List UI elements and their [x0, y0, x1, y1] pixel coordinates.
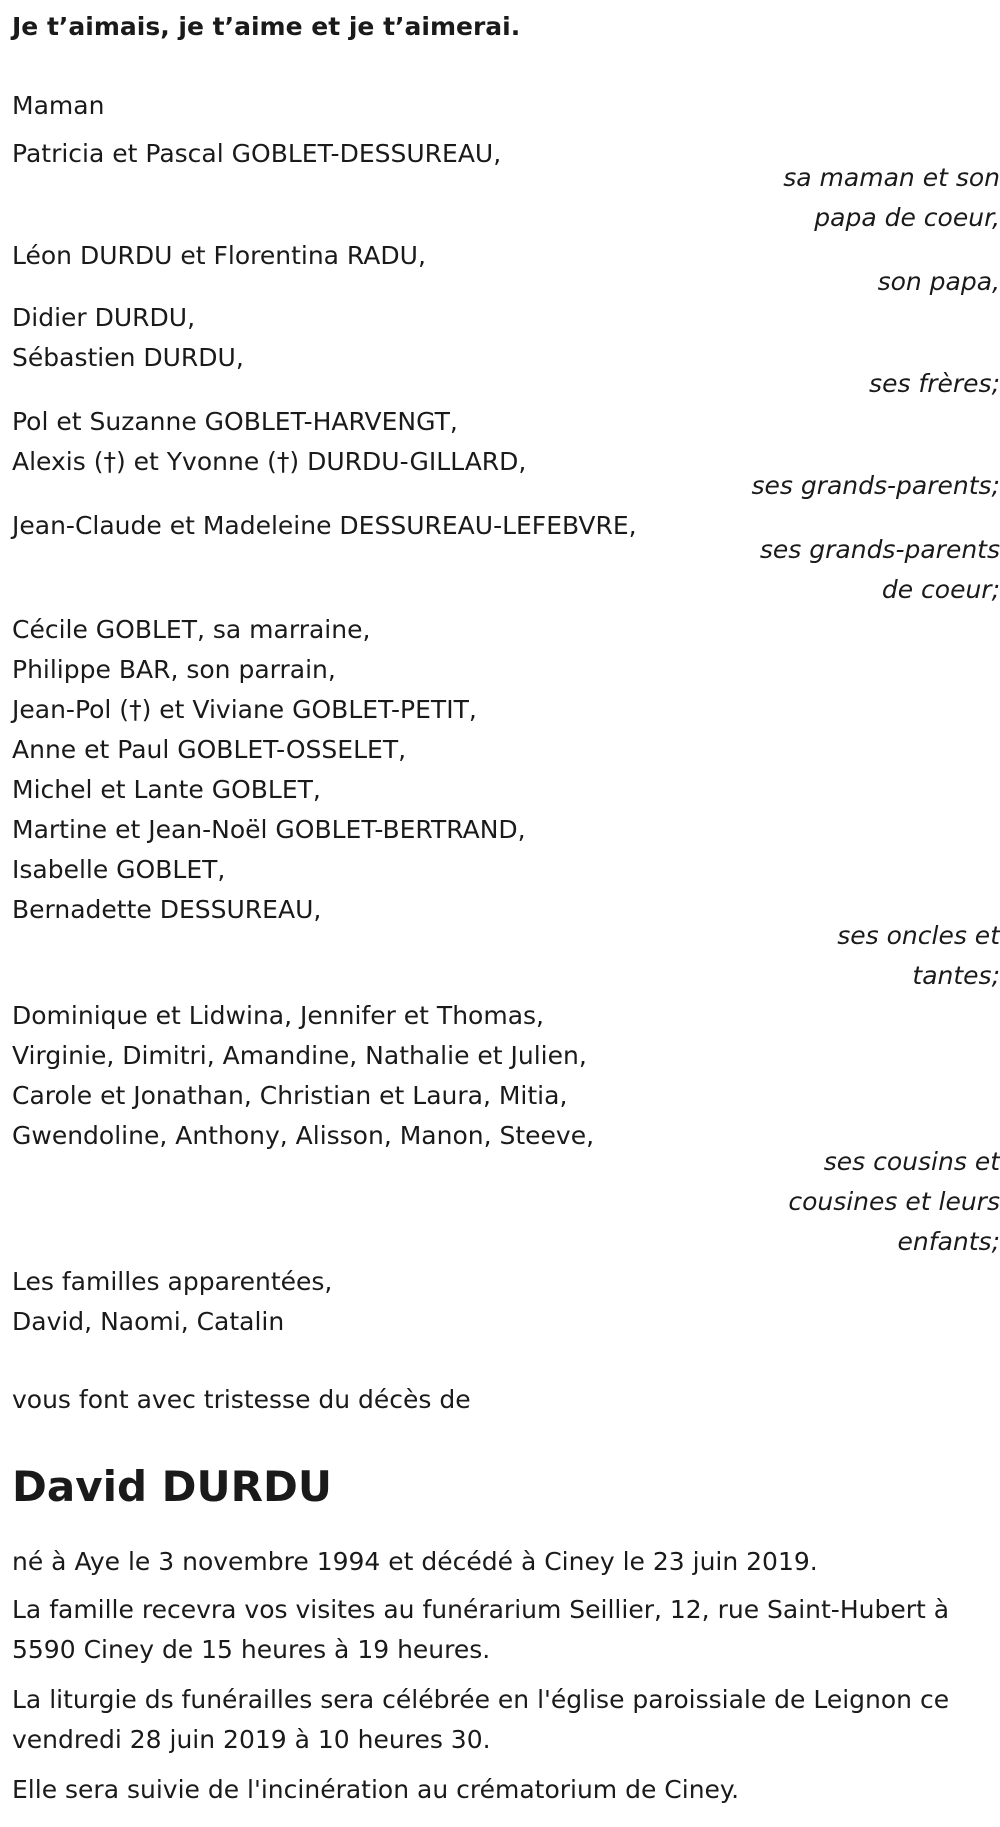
epigraph: Je t’aimais, je t’aime et je t’aimerai.	[12, 12, 521, 41]
family-line-anne: Anne et Paul GOBLET-OSSELET,	[12, 735, 407, 764]
family-line-sebastien: Sébastien DURDU,	[12, 343, 244, 372]
family-line-maman: Maman	[12, 91, 105, 120]
family-line-familles: Les familles apparentées,	[12, 1267, 333, 1296]
family-line-martine: Martine et Jean-Noël GOBLET-BERTRAND,	[12, 815, 526, 844]
relation-text: ses cousins et	[823, 1147, 1000, 1176]
relation-text: de coeur;	[881, 575, 1000, 604]
relation-text: ses frères;	[869, 369, 1000, 398]
family-line-didier: Didier DURDU,	[12, 303, 196, 332]
relation-text: enfants;	[897, 1227, 1000, 1256]
family-line-jeanpol: Jean-Pol (†) et Viviane GOBLET-PETIT,	[12, 695, 477, 724]
family-line-cecile: Cécile GOBLET, sa marraine,	[12, 615, 371, 644]
relation-papa	[660, 262, 1000, 302]
family-line-philippe: Philippe BAR, son parrain,	[12, 655, 336, 684]
relation-text: cousines et leurs	[788, 1187, 1000, 1216]
relation-cousins	[660, 1142, 1000, 1262]
relation-text: papa de coeur,	[814, 203, 1000, 232]
family-line-isabelle: Isabelle GOBLET,	[12, 855, 226, 884]
family-line-leon: Léon DURDU et Florentina RADU,	[12, 241, 426, 270]
relation-maman-papa	[660, 158, 1000, 238]
announcement-line: vous font avec tristesse du décès de	[12, 1385, 471, 1414]
paragraph-visits: La famille recevra vos visites au funérarium Seillier, 12, rue Saint-Hubert à 5590 Ciney de 15 heures à 19 heures.	[12, 1595, 950, 1664]
family-line-alexis: Alexis (†) et Yvonne (†) DURDU-GILLARD,	[12, 447, 527, 476]
relation-grands-parents	[660, 466, 1000, 506]
paragraph-liturgy: La liturgie ds funérailles sera célébrée en l'église paroissiale de Leignon ce vendredi 28 juin 2019 à 10 heures 30.	[12, 1685, 950, 1754]
family-line-pol: Pol et Suzanne GOBLET-HARVENGT,	[12, 407, 458, 436]
family-line-virginie: Virginie, Dimitri, Amandine, Nathalie et Julien,	[12, 1041, 587, 1070]
family-line-patricia: Patricia et Pascal GOBLET-DESSUREAU,	[12, 139, 502, 168]
relation-text: ses oncles et	[837, 921, 1000, 950]
family-line-michel: Michel et Lante GOBLET,	[12, 775, 321, 804]
family-line-gwendoline: Gwendoline, Anthony, Alisson, Manon, Steeve,	[12, 1121, 595, 1150]
relation-text: tantes;	[912, 961, 1000, 990]
relation-oncles-tantes	[660, 916, 1000, 996]
relation-text: son papa,	[877, 267, 1000, 296]
relation-grands-parents-coeur	[660, 530, 1000, 610]
family-line-dominique: Dominique et Lidwina, Jennifer et Thomas,	[12, 1001, 544, 1030]
relation-text: sa maman et son	[783, 163, 1000, 192]
paragraph-cremation: Elle sera suivie de l'incinération au crématorium de Ciney.	[12, 1775, 740, 1804]
relation-freres	[660, 364, 1000, 404]
relation-text: ses grands-parents;	[751, 471, 1000, 500]
paragraph-born: né à Aye le 3 novembre 1994 et décédé à Ciney le 23 juin 2019.	[12, 1547, 818, 1576]
family-line-carole: Carole et Jonathan, Christian et Laura, Mitia,	[12, 1081, 568, 1110]
family-line-jeanclaude: Jean-Claude et Madeleine DESSUREAU-LEFEBVRE,	[12, 511, 637, 540]
relation-text: ses grands-parents	[759, 535, 1000, 564]
deceased-name: David DURDU	[12, 1462, 332, 1511]
family-line-bernadette: Bernadette DESSUREAU,	[12, 895, 322, 924]
family-line-david-naomi: David, Naomi, Catalin	[12, 1307, 285, 1336]
